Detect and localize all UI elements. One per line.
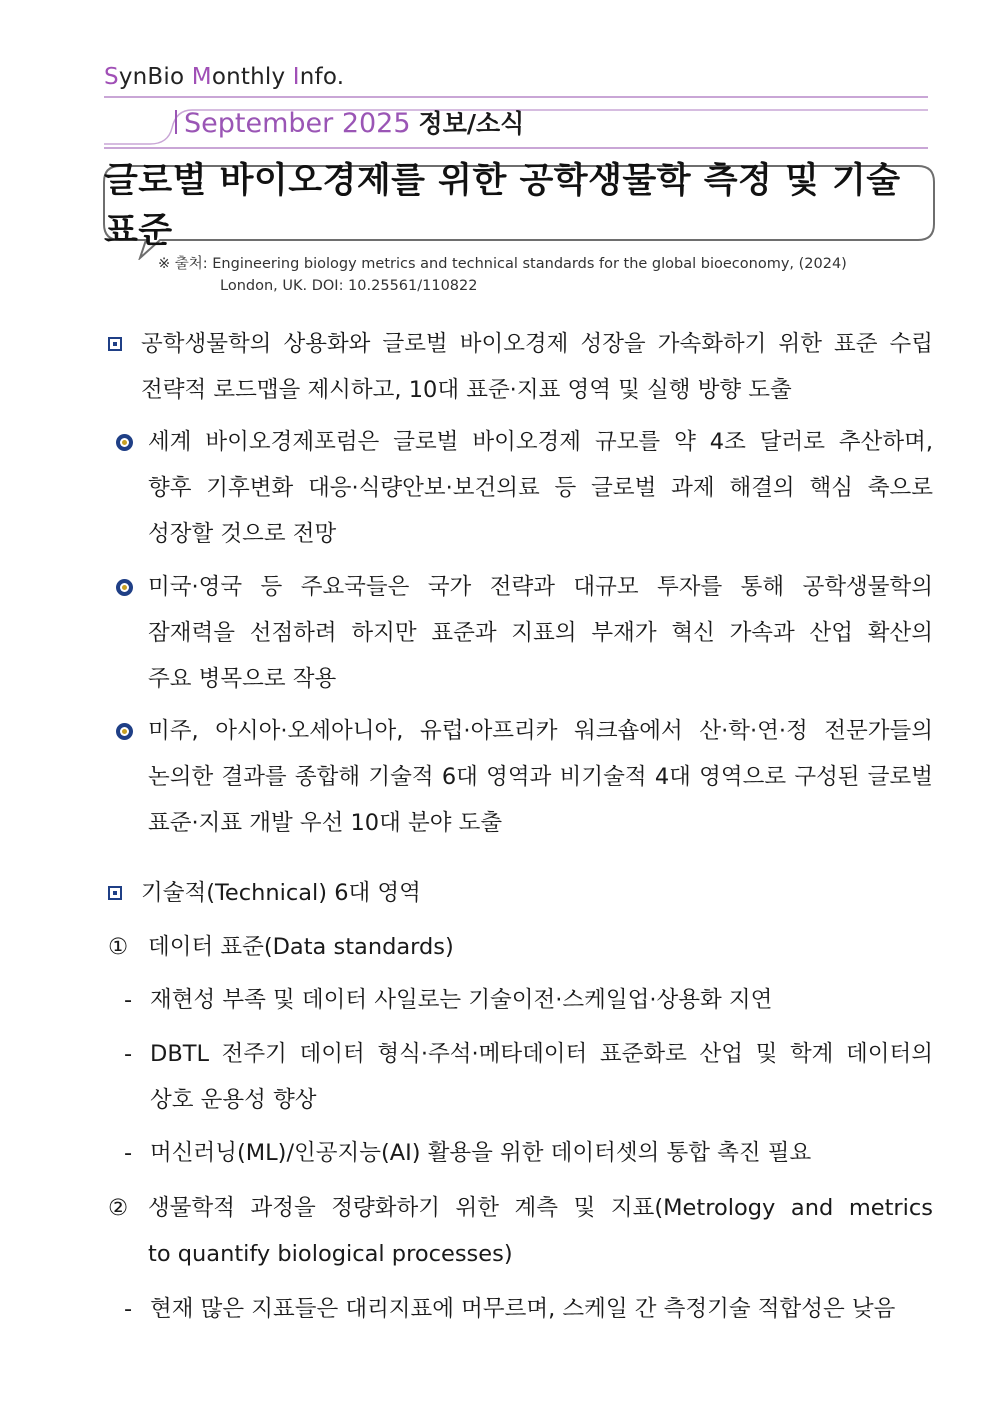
item2-dash1: 현재 많은 지표들은 대리지표에 머무르며, 스케일 간 측정기술 적합성은 낮음 <box>150 1296 896 1322</box>
item1-dash1: 재현성 부족 및 데이터 사일로는 기술이전·스케일업·상용화 지연 <box>150 987 773 1013</box>
item1-dash3: 머신러닝(ML)/인공지능(AI) 활용을 위한 데이터셋의 통합 촉진 필요 <box>150 1140 812 1166</box>
article-title: 글로벌 바이오경제를 위한 공학생물학 측정 및 기술 표준 <box>104 161 901 251</box>
item-number: ① <box>108 934 129 960</box>
item2-title: 생물학적 과정을 정량화하기 위한 계측 및 지표(Metrology and metrics to quantify biological processes) <box>148 1195 933 1267</box>
dash-marker: - <box>124 1041 133 1067</box>
circle-bullet-icon <box>116 579 133 596</box>
item1-title: 데이터 표준(Data standards) <box>148 934 454 960</box>
circle-bullet-icon <box>116 723 133 740</box>
bullet-paragraph: 세계 바이오경제포럼은 글로벌 바이오경제 규모를 약 4조 달러로 추산하며, 향후 기후변화 대응·식량안보·보건의료 등 글로벌 과제 해결의 핵심 축으로 성장할 것으로 전망 <box>148 429 933 547</box>
section1-heading: 공학생물학의 상용화와 글로벌 바이오경제 성장을 가속화하기 위한 표준 수립 전략적 로드맵을 제시하고, 10대 표준·지표 영역 및 실행 방향 도출 <box>141 331 933 403</box>
dash-marker: - <box>124 1140 133 1166</box>
item1-dash2: DBTL 전주기 데이터 형식·주석·메타데이터 표준화로 산업 및 학계 데이터의 상호 운용성 향상 <box>150 1041 933 1113</box>
square-bullet-icon <box>108 886 122 900</box>
source-citation: ※ 출처: Engineering biology metrics and technical standards for the global bioeconomy, (2024) London, UK. DOI: 10.25561/110822 <box>158 256 847 294</box>
square-bullet-icon <box>108 337 122 351</box>
dash-marker: - <box>124 1296 133 1322</box>
bullet-paragraph: 미주, 아시아·오세아니아, 유럽·아프리카 워크숍에서 산·학·연·정 전문가들의 논의한 결과를 종합해 기술적 6대 영역과 비기술적 4대 영역으로 구성된 글로벌 표준·지표 개발 우선 10대 분야 도출 <box>148 718 933 836</box>
brand-logo-text: SynBio Monthly Info. <box>104 64 345 90</box>
issue-month: September 2025 정보/소식 <box>184 108 525 139</box>
circle-bullet-icon <box>116 434 133 451</box>
section2-heading: 기술적(Technical) 6대 영역 <box>141 880 421 906</box>
dash-marker: - <box>124 987 133 1013</box>
bullet-paragraph: 미국·영국 등 주요국들은 국가 전략과 대규모 투자를 통해 공학생물학의 잠재력을 선점하려 하지만 표준과 지표의 부재가 혁신 가속과 산업 확산의 주요 병목으로 작용 <box>148 574 933 692</box>
category-label: 정보/소식 <box>418 109 525 138</box>
item-number: ② <box>108 1195 129 1221</box>
